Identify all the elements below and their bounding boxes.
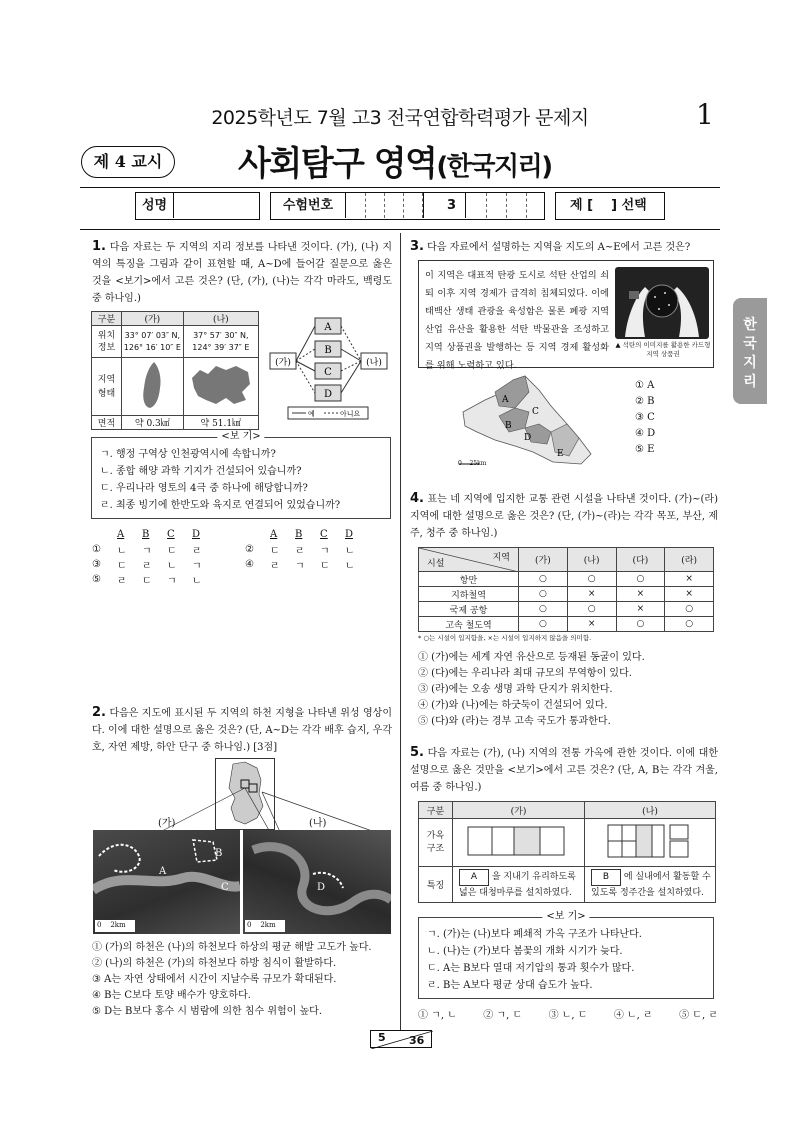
q2-stem xyxy=(92,704,392,756)
q4-row-airport xyxy=(419,602,714,617)
q1-na-area: 약 51.1㎢ xyxy=(183,416,258,430)
q3-option-3[interactable]: ③ C xyxy=(635,412,655,423)
q4-cell: × xyxy=(567,617,616,632)
svg-text:C: C xyxy=(221,882,229,893)
q1-legend-yes: 예 xyxy=(308,410,315,418)
q1-opt3-d: ㄱ xyxy=(192,561,202,572)
q1-opt2-c: ㄱ xyxy=(320,546,330,557)
q1-opt1-b: ㄱ xyxy=(142,546,152,557)
q3-option-4[interactable]: ④ D xyxy=(635,428,656,439)
q1-opt5-num: ⑤ xyxy=(92,574,101,585)
q3-source-box xyxy=(418,260,714,371)
q1-head-d2: D xyxy=(345,529,354,540)
q2-scale-ga: 0 2km xyxy=(97,921,126,929)
q4-table xyxy=(418,547,714,632)
side-tab-label: 한국지리 xyxy=(743,317,757,390)
q5-option-5[interactable]: ⑤ ㄷ, ㄹ xyxy=(679,1010,718,1021)
q4-row-label: 고속 철도역 xyxy=(419,617,519,632)
q4-col-na: (나) xyxy=(567,548,616,572)
q5-th-gubun: 구분 xyxy=(419,802,453,819)
q4-row-label: 국제 공항 xyxy=(419,602,519,617)
q5-th-ga: (가) xyxy=(453,802,585,819)
svg-text:D: D xyxy=(524,433,532,443)
q1-opt2-num: ② xyxy=(245,544,254,555)
q3-gangwon-map xyxy=(455,372,600,470)
q1-row-area: 면적 xyxy=(92,416,122,430)
q1-option-1[interactable] xyxy=(92,542,217,557)
q1-opt4-c: ㄷ xyxy=(320,561,330,572)
subject-title xyxy=(238,136,552,185)
q4-option-3[interactable]: ③ (라)에는 오송 생명 과학 단지가 위치한다. xyxy=(418,684,613,695)
svg-text:A: A xyxy=(159,866,167,877)
q2-scale-na: 0 2km xyxy=(247,921,276,929)
q2-option-1[interactable]: ① (가)의 하천은 (나)의 하천보다 하상의 평균 해발 고도가 높다. xyxy=(92,942,372,953)
q2-callout-lines xyxy=(150,786,380,834)
svg-text:C: C xyxy=(532,407,539,417)
q4-row-label: 항만 xyxy=(419,572,519,587)
page-number: 1 xyxy=(696,98,714,131)
q5-na-plan-drawing xyxy=(600,821,700,861)
q4-cell: ○ xyxy=(519,602,568,617)
q1-opt1-a: ㄴ xyxy=(117,546,127,557)
q5-box-a: A xyxy=(459,869,489,886)
q1-answer-right xyxy=(245,527,370,572)
q4-cell: ○ xyxy=(616,572,665,587)
q4-cell: ○ xyxy=(519,587,568,602)
q2-number: 2. xyxy=(92,705,106,720)
q3-stem xyxy=(410,238,715,256)
marado-shape xyxy=(132,358,172,412)
q1-th-na: (나) xyxy=(183,312,258,326)
q1-option-4[interactable] xyxy=(245,557,370,572)
q1-bogi-4: ㄹ. 최종 빙기에 한반도와 육지로 연결되어 있었습니까? xyxy=(100,500,341,511)
q5-table xyxy=(418,801,716,903)
q5-option-3[interactable]: ③ ㄴ, ㄷ xyxy=(548,1010,588,1021)
q5-option-2[interactable]: ② ㄱ, ㄷ xyxy=(483,1010,523,1021)
q1-opt3-num: ③ xyxy=(92,559,101,570)
q3-option-2[interactable]: ② B xyxy=(635,396,655,407)
q1-node-c: C xyxy=(324,367,332,378)
q2-label-na: (나) xyxy=(309,818,327,829)
q1-opt1-c: ㄷ xyxy=(167,546,177,557)
q4-cell: ○ xyxy=(519,617,568,632)
q4-cell: ○ xyxy=(665,602,714,617)
q3-option-5[interactable]: ⑤ E xyxy=(635,444,655,455)
svg-text:B: B xyxy=(215,848,223,859)
q4-cell: × xyxy=(665,587,714,602)
q1-opt2-d: ㄴ xyxy=(345,546,355,557)
q4-cell: ○ xyxy=(616,617,665,632)
name-field[interactable] xyxy=(135,192,260,220)
q1-option-5[interactable] xyxy=(92,572,217,587)
q2-option-4[interactable]: ④ B는 C보다 토양 배수가 양호하다. xyxy=(92,990,251,1001)
q4-stem-text: 표는 네 지역에 입지한 교통 관련 시설을 나타낸 것이다. (가)~(라) 지역에 대한 설명으로 옳은 것은? (단, (가)~(라)는 각각 목포, 부산, 제주, 청주 중 하나임.) xyxy=(410,494,718,539)
q4-options xyxy=(418,650,718,730)
q1-head-b: B xyxy=(142,529,150,540)
q1-diagram-na: (나) xyxy=(366,358,382,368)
subject-side-tab[interactable] xyxy=(733,298,767,404)
q2-options xyxy=(92,940,397,1020)
q4-row-ktx xyxy=(419,617,714,632)
q4-corner xyxy=(419,548,519,572)
subject-main: 사회탐구 영역 xyxy=(238,144,437,184)
q1-answer-left xyxy=(92,527,217,587)
q5-stem xyxy=(410,744,718,796)
q4-number: 4. xyxy=(410,491,424,506)
column-divider xyxy=(400,233,401,1030)
q1-bogi-title: <보 기> xyxy=(217,430,264,444)
q1-option-2[interactable] xyxy=(245,542,370,557)
q4-corner-top: 지역 xyxy=(492,553,510,563)
q5-option-1[interactable]: ① ㄱ, ㄴ xyxy=(418,1010,457,1021)
q3-option-1[interactable]: ① A xyxy=(635,380,655,391)
q5-row-feature: 특징 xyxy=(419,867,453,903)
q3-number: 3. xyxy=(410,239,424,254)
q2-option-5[interactable]: ⑤ D는 B보다 홍수 시 범람에 의한 침수 위험이 높다. xyxy=(92,1006,322,1017)
header-bottom-rule xyxy=(80,229,720,230)
q1-th-gubun: 구분 xyxy=(92,312,122,326)
q5-bogi-3: ㄷ. A는 B보다 열대 저기압의 통과 횟수가 많다. xyxy=(427,963,635,974)
baengnyeongdo-shape xyxy=(186,358,256,412)
name-label: 성명 xyxy=(136,193,174,218)
q1-na-loc: 37° 57′ 30″ N, 124° 39′ 37″ E xyxy=(183,326,258,358)
q4-col-da: (다) xyxy=(616,548,665,572)
q4-cell: ○ xyxy=(665,617,714,632)
voucher-hands-icon xyxy=(615,267,709,339)
q1-opt5-a: ㄹ xyxy=(117,576,127,587)
q4-note: * ○는 시설이 입지함을, ×는 시설이 입지하지 않음을 의미함. xyxy=(418,634,592,642)
q1-node-b: B xyxy=(324,345,332,356)
q1-flow-diagram xyxy=(268,315,390,422)
q4-option-2[interactable]: ② (다)에는 우리나라 최대 규모의 무역항이 있다. xyxy=(418,668,632,679)
q1-opt3-c: ㄴ xyxy=(167,561,177,572)
svg-text:A: A xyxy=(502,395,509,405)
q5-na-floorplan xyxy=(585,819,716,867)
q2-satellite-na xyxy=(243,830,391,934)
q1-ga-loc: 33° 07′ 03″ N, 126° 16′ 10″ E xyxy=(122,326,184,358)
q3-stem-text: 다음 자료에서 설명하는 지역을 지도의 A~E에서 고른 것은? xyxy=(427,242,691,253)
q5-ga-feature-1: 을 지내기 유리하도록 xyxy=(491,871,576,882)
q4-corner-bottom: 시설 xyxy=(427,559,445,569)
page-total: 36 xyxy=(409,1034,425,1047)
q5-ga-feature xyxy=(453,867,585,903)
q4-option-4[interactable]: ④ (가)와 (나)에는 하굿둑이 건설되어 있다. xyxy=(418,700,608,711)
header-rule xyxy=(80,187,720,188)
q4-option-5[interactable]: ⑤ (다)와 (라)는 경부 고속 국도가 통과한다. xyxy=(418,716,611,727)
q1-opt5-c: ㄱ xyxy=(167,576,177,587)
q1-opt5-d: ㄴ xyxy=(192,576,202,587)
q4-cell: ○ xyxy=(567,602,616,617)
q4-stem xyxy=(410,490,718,542)
q1-row-loc: 위치 정보 xyxy=(92,326,122,358)
q1-bogi-2: ㄴ. 종합 해양 과학 기지가 건설되어 있습니까? xyxy=(100,466,302,477)
q1-head-a2: A xyxy=(270,529,278,540)
q5-ga-feature-2: 넓은 대청마루를 설치하였다. xyxy=(459,887,572,898)
q1-head-c2: C xyxy=(320,529,328,540)
q1-opt4-a: ㄹ xyxy=(270,561,280,572)
q1-opt4-num: ④ xyxy=(245,559,254,570)
q1-number: 1. xyxy=(92,239,106,254)
q1-diagram-ga: (가) xyxy=(275,358,291,368)
period-badge: 제 4 교시 xyxy=(81,146,175,178)
q2-satellite-na-overlay xyxy=(243,830,391,934)
q5-ga-plan-drawing xyxy=(464,821,574,861)
subject-sub: (한국지리) xyxy=(436,152,552,182)
q1-bogi-box xyxy=(91,431,391,519)
q1-head-c: C xyxy=(167,529,175,540)
q1-option-3[interactable] xyxy=(92,557,217,572)
exam-title: 2025학년도 7월 고3 전국연합학력평가 문제지 xyxy=(211,107,589,129)
choice-label: 제 [ ] 선택 xyxy=(570,198,647,213)
q3-voucher-caption: ▲ 석탄의 이미지를 활용한 카드형 지역 상품권 xyxy=(615,341,711,358)
q2-satellite-ga-overlay xyxy=(93,830,240,934)
q2-option-3[interactable]: ③ A는 자연 상태에서 시간이 지날수록 규모가 확대된다. xyxy=(92,974,337,985)
q5-na-feature-2: 있도록 정주간을 설치하였다. xyxy=(591,887,704,898)
q1-bogi-1: ㄱ. 행정 구역상 인천광역시에 속합니까? xyxy=(100,449,276,460)
page-counter xyxy=(370,1030,432,1048)
q4-cell: ○ xyxy=(567,572,616,587)
q1-legend-no: 아니요 xyxy=(340,410,361,418)
q3-box-text: 이 지역은 대표적 탄광 도시로 석탄 산업의 쇠퇴 이후 지역 경제가 급격히 침체되었다. 이에 태백산 생태 관광을 육성함은 물론 폐광 지역 산업 유산을 활용한 석탄 박물관을 조성하고 지역 상품권을 발행하는 등 지역 경제 활성화를 위해 노력하고 있다. xyxy=(425,270,609,371)
q3-options xyxy=(635,378,655,458)
q5-ga-floorplan xyxy=(453,819,585,867)
q5-bogi-2: ㄴ. (나)는 (가)보다 봄꽃의 개화 시기가 늦다. xyxy=(427,946,623,957)
q1-row-shape: 지역 형태 xyxy=(92,358,122,416)
q4-cell: ○ xyxy=(519,572,568,587)
q3-voucher-image xyxy=(615,267,709,339)
q1-head-d: D xyxy=(192,529,201,540)
q1-bogi-3: ㄷ. 우리나라 영토의 4극 중 하나에 해당합니까? xyxy=(100,483,308,494)
q1-opt4-b: ㄱ xyxy=(295,561,305,572)
q1-stem xyxy=(92,238,392,307)
q5-number: 5. xyxy=(410,745,424,760)
q1-ga-shape xyxy=(122,358,184,416)
q5-th-na: (나) xyxy=(585,802,716,819)
q1-th-ga: (가) xyxy=(122,312,184,326)
q2-satellite-ga xyxy=(93,830,240,934)
q1-node-a: A xyxy=(324,322,332,333)
q1-opt1-num: ① xyxy=(92,544,101,555)
q1-opt3-a: ㄷ xyxy=(117,561,127,572)
q1-opt3-b: ㄹ xyxy=(142,561,152,572)
q5-options xyxy=(418,1008,718,1024)
q5-bogi-1: ㄱ. (가)는 (나)보다 폐쇄적 가옥 구조가 나타난다. xyxy=(427,929,642,940)
exam-number-label: 수험번호 xyxy=(271,193,346,218)
q3-map-scale: 0 25km xyxy=(458,460,487,467)
q1-head-b2: B xyxy=(295,529,303,540)
exam-number-digit: 3 xyxy=(447,198,457,213)
q5-bogi-box xyxy=(418,911,714,999)
q1-ga-area: 약 0.3㎢ xyxy=(122,416,184,430)
svg-text:B: B xyxy=(505,421,512,431)
q5-box-b: B xyxy=(591,869,621,886)
q4-option-1[interactable]: ① (가)에는 세계 자연 유산으로 등재된 동굴이 있다. xyxy=(418,652,645,663)
q5-stem-text: 다음 자료는 (가), (나) 지역의 전통 가옥에 관한 것이다. 이에 대한 설명으로 옳은 것만을 <보기>에서 고른 것은? (단, A, B는 각각 겨울, 여름 중 하나임.) xyxy=(410,748,718,793)
svg-text:D: D xyxy=(317,882,326,893)
choice-field[interactable] xyxy=(555,192,665,220)
q1-table xyxy=(91,311,259,430)
q1-node-d: D xyxy=(323,389,333,400)
q5-na-feature-1: 에 실내에서 활동할 수 xyxy=(623,871,711,882)
q1-opt5-b: ㄷ xyxy=(142,576,152,587)
q5-na-feature xyxy=(585,867,716,903)
q5-option-4[interactable]: ④ ㄴ, ㄹ xyxy=(613,1010,653,1021)
exam-number-field[interactable] xyxy=(270,192,545,220)
q1-opt4-d: ㄴ xyxy=(345,561,355,572)
q1-na-shape xyxy=(183,358,258,416)
q4-row-subway xyxy=(419,587,714,602)
q1-head-a: A xyxy=(117,529,125,540)
q2-option-2[interactable]: ② (나)의 하천은 (가)의 하천보다 하방 침식이 활발하다. xyxy=(92,958,337,969)
q2-stem-text: 다음은 지도에 표시된 두 지역의 하천 지형을 나타낸 위성 영상이다. 이에 대한 설명으로 옳은 것은? (단, A~D는 각각 배후 습지, 우각호, 자연 제방, 하안 단구 중 하나임.) [3점] xyxy=(92,708,392,753)
q1-opt1-d: ㄹ xyxy=(192,546,202,557)
q4-cell: × xyxy=(616,587,665,602)
q4-row-port xyxy=(419,572,714,587)
q4-col-ga: (가) xyxy=(519,548,568,572)
q1-opt2-b: ㄹ xyxy=(295,546,305,557)
q4-cell: × xyxy=(567,587,616,602)
q4-col-ra: (라) xyxy=(665,548,714,572)
page-current: 5 xyxy=(378,1031,386,1044)
q4-cell: × xyxy=(665,572,714,587)
q4-row-label: 지하철역 xyxy=(419,587,519,602)
q1-stem-text: 다음 자료는 두 지역의 지리 정보를 나타낸 것이다. (가), (나) 지역의 특징을 그림과 같이 표현할 때, A~D에 들어갈 질문으로 옳은 것을 <보기>에서 고른 것은? (단, (가), (나)는 각각 마라도, 백령도 중 하나임.) xyxy=(92,242,392,304)
q1-opt2-a: ㄷ xyxy=(270,546,280,557)
q5-row-struct: 가옥 구조 xyxy=(419,819,453,867)
svg-text:E: E xyxy=(557,449,564,459)
q4-cell: × xyxy=(616,602,665,617)
q5-bogi-title: <보 기> xyxy=(542,910,589,924)
q5-bogi-4: ㄹ. B는 A보다 평균 상대 습도가 높다. xyxy=(427,980,593,991)
q2-label-ga: (가) xyxy=(158,818,176,829)
